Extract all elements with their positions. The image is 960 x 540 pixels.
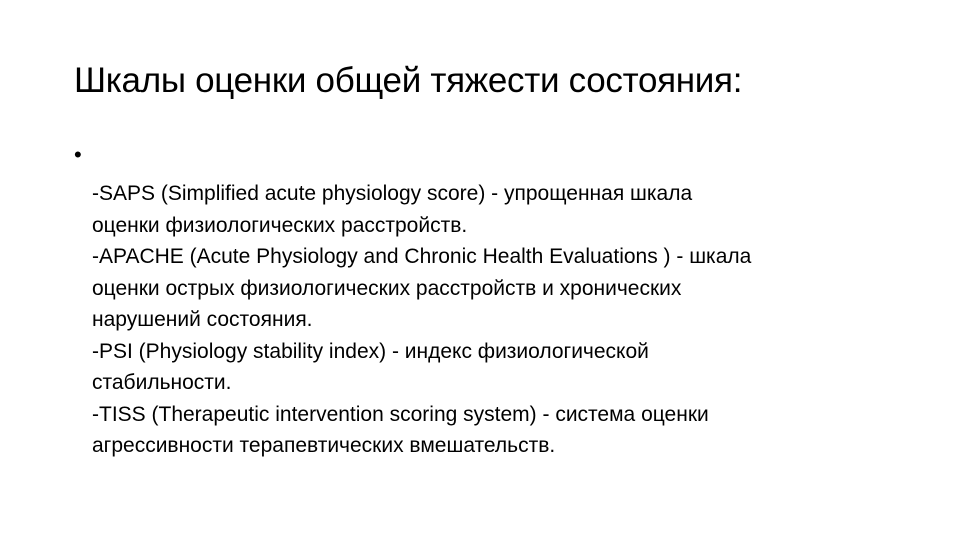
body-line-tiss-cont: агрессивности терапевтических вмешательств. xyxy=(92,434,556,457)
body-line-tiss: -TISS (Therapeutic intervention scoring system) - система оценки xyxy=(92,402,709,426)
bullet-marker: • xyxy=(74,142,82,167)
body-line-apache: -APACHE (Acute Physiology and Chronic Health Evaluations ) - шкала xyxy=(92,245,752,268)
slide-title: Шкалы оценки общей тяжести состояния: xyxy=(74,61,743,100)
body-line-apache-cont-2: нарушений состояния. xyxy=(92,308,313,331)
body-line-saps-cont: оценки физиологических расстройств. xyxy=(92,213,468,237)
body-line-saps: -SAPS (Simplified acute physiology score) - упрощенная шкала xyxy=(92,182,693,205)
bullet-body xyxy=(92,178,912,462)
body-line-apache-cont-1: оценки острых физиологических расстройств и хронических xyxy=(92,276,682,300)
body-line-psi: -PSI (Physiology stability index) - индекс физиологической xyxy=(92,339,649,363)
body-line-psi-cont: стабильности. xyxy=(92,371,232,394)
